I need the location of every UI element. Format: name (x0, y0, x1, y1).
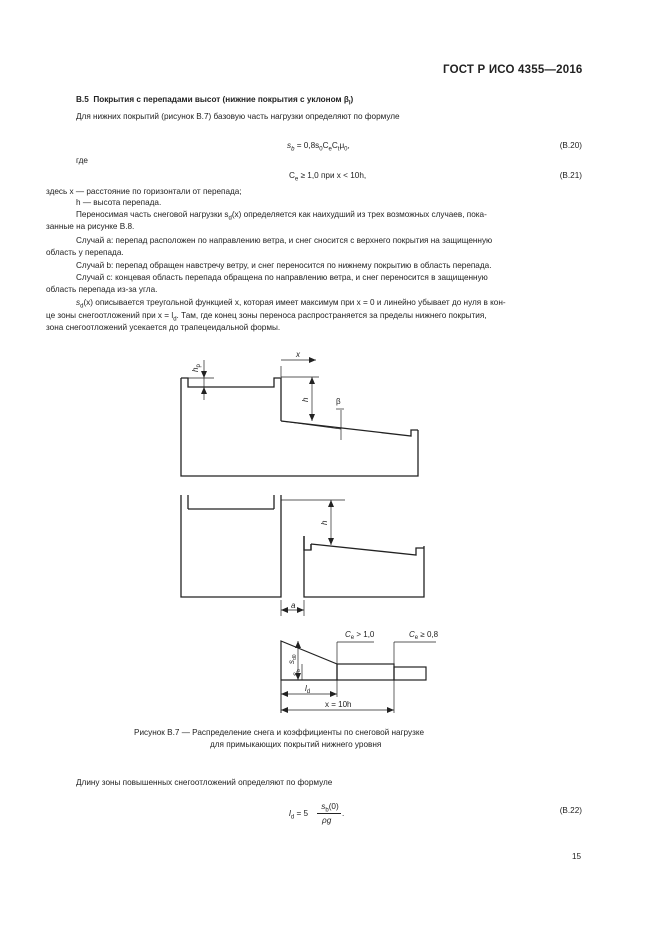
figure-caption-line2: для примыкающих покрытий нижнего уровня (210, 740, 382, 749)
formula-b22-numerator: $s_b(0)$ (321, 802, 339, 814)
paragraph-sd-end: зона снегоотложений усекается до трапецеидальной формы. (46, 323, 281, 332)
label-hp: $h_p$ (191, 364, 202, 372)
intro-text: Для нижних покрытий (рисунок B.7) базовую часть нагрузки определяют по формуле (76, 112, 400, 121)
figure-caption-line1: Рисунок B.7 — Распределение снега и коэффициенты по снеговой нагрузке (134, 728, 425, 737)
formula-b20: $s_b = 0,8s_0C_eC_t\mu_0$, (287, 141, 350, 153)
formula-b22-denominator: ρg (322, 816, 332, 825)
diagram-middle-arrows (281, 500, 334, 613)
label-x-10h: x = 10h (325, 700, 352, 709)
section-title-sub: l (348, 100, 351, 107)
diagram-bottom (281, 641, 436, 713)
formula-b21: $C_e \ge 1,0$ при x < 10h, (289, 171, 367, 183)
page-number: 15 (572, 852, 582, 861)
case-c: Случай c: концевая область перепада обращена по направлению ветра, и снег переносится в защищенную (76, 273, 488, 282)
formula-b22-left: $l_d = 5$ (289, 809, 309, 821)
where-label: где (76, 156, 88, 165)
paragraph-line: занные на рисунке B.8. (46, 222, 135, 231)
diagram-top-arrows (201, 357, 316, 421)
equation-number-b21: (B.21) (559, 171, 582, 180)
formula-b22-end: . (342, 809, 345, 818)
label-h-middle: h (320, 520, 329, 525)
section-title-end: ) (350, 95, 354, 104)
equation-number-b20: (B.20) (559, 141, 582, 150)
paragraph-sd-cont: це зоны снегоотложений при $x = l_d$. Там, где конец зоны переноса распространяется за пределы нижнего покрытия, (46, 311, 487, 323)
equation-number-b22: (B.22) (559, 806, 582, 815)
label-sd0: $s_{d0}$ (287, 654, 298, 664)
paragraph-transfer: Переносимая часть снеговой нагрузки $s_d(x)$ определяется как наихудший из трех возможных случаев, пока- (76, 210, 487, 222)
label-h-top: h (301, 397, 310, 402)
case-c-cont: область перепада из-за угла. (46, 285, 158, 294)
diagram-top (181, 360, 418, 476)
case-b: Случай b: перепад обращен навстречу ветру, и снег переносится по нижнему покрытию в область перепада. (76, 261, 492, 270)
paragraph-sd: $s_d(x)$ описывается треугольной функцией x, которая имеет максимум при x = 0 и линейно убывает до нуля в кон- (76, 298, 506, 310)
label-ld: $l_d$ (305, 684, 311, 695)
section-title-text: Покрытия с перепадами высот (нижние покрытия с уклоном β (93, 95, 349, 104)
case-a: Случай a: перепад расположен по направлению ветра, и снег сносится с верхнего покрытия на защищенную (76, 236, 493, 245)
definition-x: здесь x — расстояние по горизонтали от перепада; (46, 187, 242, 196)
label-ce-low: $C_e \ge 0,8$ (409, 630, 439, 641)
section-number: B.5 (76, 95, 89, 104)
label-beta: β (336, 397, 341, 406)
diagram-middle (181, 495, 424, 616)
label-a: a (291, 601, 296, 610)
label-ce-high: $C_e > 1,0$ (345, 630, 375, 641)
length-text: Длину зоны повышенных снегоотложений определяют по формуле (76, 778, 333, 787)
case-a-cont: область у перепада. (46, 248, 124, 257)
label-x: x (296, 350, 300, 359)
definition-h: h — высота перепада. (76, 198, 162, 207)
label-sb: $s_b$ (291, 669, 302, 676)
fraction-bar (317, 813, 341, 814)
document-header: ГОСТ Р ИСО 4355—2016 (443, 64, 583, 76)
